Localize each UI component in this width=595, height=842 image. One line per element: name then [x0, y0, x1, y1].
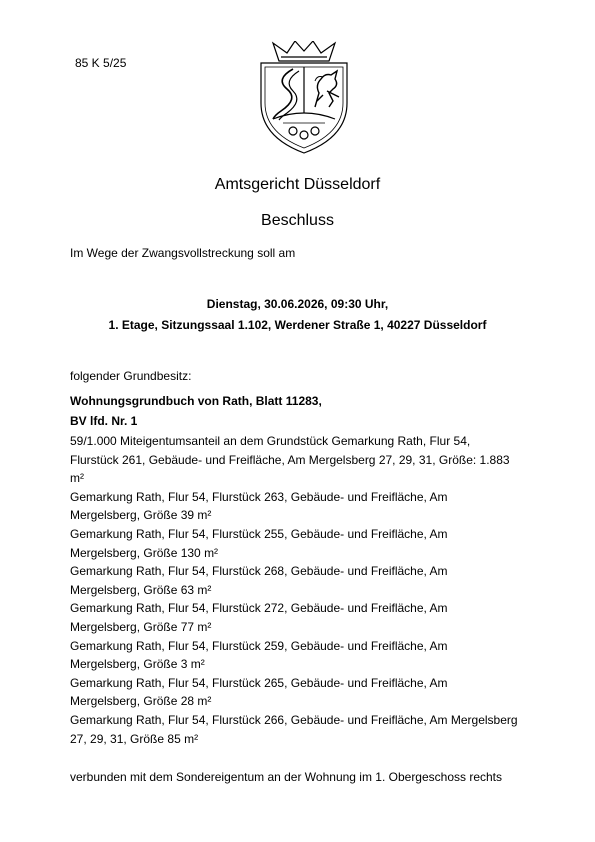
parcel-line: 59/1.000 Miteigentumsanteil an dem Grundstück Gemarkung Rath, Flur 54, — [70, 434, 471, 448]
property-bv-number: BV lfd. Nr. 1 — [70, 414, 138, 428]
parcel-line: 27, 29, 31, Größe 85 m² — [70, 731, 199, 746]
parcel-line: Gemarkung Rath, Flur 54, Flurstück 272, Gebäude- und Freifläche, Am — [70, 601, 448, 616]
nrw-coat-of-arms-icon — [253, 41, 355, 155]
parcel-line: m² — [70, 471, 84, 486]
case-number: 85 K 5/25 — [75, 56, 127, 70]
parcel-line: Mergelsberg, Größe 77 m² — [70, 619, 212, 634]
intro-text: Im Wege der Zwangsvollstreckung soll am — [70, 246, 296, 260]
closing-text: verbunden mit dem Sondereigentum an der Wohnung im 1. Obergeschoss rechts — [70, 770, 503, 784]
parcel-line: Gemarkung Rath, Flur 54, Flurstück 263, Gebäude- und Freifläche, Am — [70, 489, 448, 504]
parcel-line: Mergelsberg, Größe 130 m² — [70, 545, 219, 560]
appointment-date-time: Dienstag, 30.06.2026, 09:30 Uhr, — [206, 297, 389, 311]
parcel-line: Mergelsberg, Größe 39 m² — [70, 508, 212, 523]
property-register: Wohnungsgrundbuch von Rath, Blatt 11283, — [70, 394, 322, 408]
parcel-line: Mergelsberg, Größe 28 m² — [70, 694, 212, 709]
appointment-location: 1. Etage, Sitzungssaal 1.102, Werdener Straße 1, 40227 Düsseldorf — [108, 318, 487, 332]
property-heading: folgender Grundbesitz: — [70, 369, 192, 383]
parcel-line: Mergelsberg, Größe 3 m² — [70, 657, 205, 672]
parcel-line: Gemarkung Rath, Flur 54, Flurstück 266, Gebäude- und Freifläche, Am Mergelsberg — [70, 712, 518, 727]
parcel-line: Gemarkung Rath, Flur 54, Flurstück 265, Gebäude- und Freifläche, Am — [70, 675, 448, 690]
parcel-line: Mergelsberg, Größe 63 m² — [70, 582, 212, 597]
parcel-line: Gemarkung Rath, Flur 54, Flurstück 255, Gebäude- und Freifläche, Am — [70, 526, 448, 541]
document-type: Beschluss — [261, 212, 334, 229]
parcel-line: Flurstück 261, Gebäude- und Freifläche, Am Mergelsberg 27, 29, 31, Größe: 1.883 — [70, 452, 510, 467]
parcel-line: Gemarkung Rath, Flur 54, Flurstück 268, Gebäude- und Freifläche, Am — [70, 564, 448, 579]
court-name: Amtsgericht Düsseldorf — [214, 176, 381, 193]
parcel-list — [70, 432, 530, 748]
parcel-line: Gemarkung Rath, Flur 54, Flurstück 259, Gebäude- und Freifläche, Am — [70, 638, 448, 653]
